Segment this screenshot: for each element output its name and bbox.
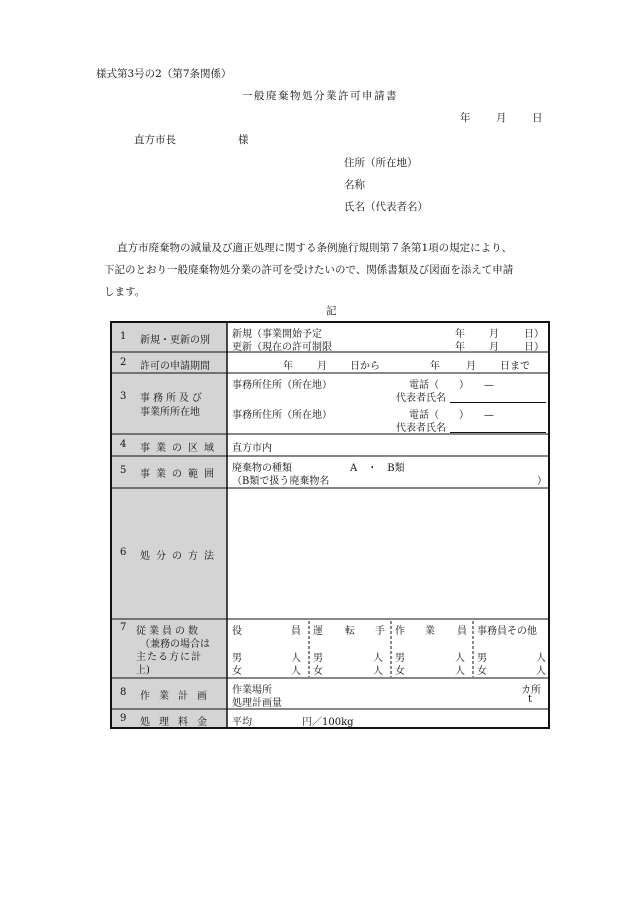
waste-type-label: 廃棄物の種類 xyxy=(232,463,292,474)
cat-driver-a: 運 xyxy=(313,626,323,637)
row9-number: 9 xyxy=(120,713,127,724)
worker-female-unit: 人 xyxy=(455,666,465,677)
cat-officer-a: 役 xyxy=(232,626,242,637)
cat-driver-c: 手 xyxy=(375,626,385,637)
fee-average-label: 平均 xyxy=(232,717,252,728)
row1-new-day: 日） xyxy=(524,329,544,340)
row3-label-2: 事業所所在地 xyxy=(140,407,200,418)
work-place-unit: カ所 xyxy=(521,685,541,696)
row1-label: 新規・更新の別 xyxy=(140,335,210,346)
worker-male-unit: 人 xyxy=(455,653,465,664)
row8-label: 作業計画 xyxy=(140,691,216,702)
representative-label: 氏名（代表者名） xyxy=(344,201,428,213)
row7-label-1: 従業員の数 xyxy=(136,626,201,637)
cat-driver-b: 転 xyxy=(345,626,355,637)
worker-female: 女 xyxy=(395,666,405,677)
rep-name-2-underline xyxy=(450,432,546,433)
date-year: 年 xyxy=(460,112,471,124)
row7-number: 7 xyxy=(120,622,127,633)
work-place-label: 作業場所 xyxy=(232,685,272,696)
clerical-male: 男 xyxy=(477,653,487,664)
cat-officer-b: 員 xyxy=(291,626,301,637)
address-label: 住所（所在地） xyxy=(344,157,418,169)
officer-male: 男 xyxy=(232,653,242,664)
row2-to-year: 年 xyxy=(430,361,440,372)
row2-from-year: 年 xyxy=(283,361,293,372)
b-class-waste-name: （B類で扱う廃棄物名 xyxy=(232,476,330,487)
row7-label-2: （兼務の場合は xyxy=(140,639,210,650)
body-line-2: 下記のとおり一般廃棄物処分業の許可を受けたいので、関係書類及び図面を添えて申請 xyxy=(104,264,514,276)
driver-female: 女 xyxy=(313,666,323,677)
cat-worker-a: 作 xyxy=(395,626,405,637)
label-column-shading xyxy=(111,322,227,728)
row4-label: 事業の区域 xyxy=(140,443,220,454)
row9-label: 処理料金 xyxy=(140,717,216,728)
body-line-1: 直方市廃棄物の減量及び適正処理に関する条例施行規則第７条第1項の規定により、 xyxy=(117,242,513,254)
document-title: 一般廃棄物処分業許可申請書 xyxy=(242,90,398,102)
tel-1: 電話（ ） — xyxy=(409,380,494,391)
row1-renew-line: 更新（現在の許可制限 xyxy=(232,342,332,353)
worker-male: 男 xyxy=(395,653,405,664)
clerical-female-unit: 人 xyxy=(536,666,546,677)
row7-label-4: 上) xyxy=(136,665,150,676)
driver-male: 男 xyxy=(313,653,323,664)
officer-male-unit: 人 xyxy=(291,653,301,664)
office-address-2: 事務所住所（所在地） xyxy=(232,410,332,421)
row2-from-month: 月 xyxy=(317,361,327,372)
row5-number: 5 xyxy=(120,465,127,476)
rep-name-2: 代表者氏名 xyxy=(396,423,446,434)
row1-renew-year: 年 xyxy=(455,342,465,353)
row6-number: 6 xyxy=(120,547,127,558)
cat-clerical: 事務員その他 xyxy=(477,626,537,637)
row1-new-year: 年 xyxy=(455,329,465,340)
date-month: 月 xyxy=(496,112,507,124)
honorific: 様 xyxy=(238,134,249,146)
officer-female-unit: 人 xyxy=(291,666,301,677)
rep-name-1-underline xyxy=(450,402,546,403)
row2-label: 許可の申請期間 xyxy=(140,361,210,372)
row3-number: 3 xyxy=(120,391,127,402)
processing-plan-unit: t xyxy=(528,694,533,705)
row4-number: 4 xyxy=(120,439,127,450)
cat-worker-b: 業 xyxy=(425,626,435,637)
row1-renew-month: 月 xyxy=(489,342,499,353)
row1-renew-day: 日） xyxy=(524,342,544,353)
date-day: 日 xyxy=(532,112,543,124)
row7-label-3: 主たる方に計 xyxy=(136,652,202,663)
row2-to-month: 月 xyxy=(466,361,476,372)
processing-plan-label: 処理計画量 xyxy=(232,698,282,709)
waste-type-ab: A ・ B類 xyxy=(350,463,405,474)
row2-to: 日まで xyxy=(500,361,530,372)
row1-number: 1 xyxy=(120,331,127,342)
clerical-female: 女 xyxy=(477,666,487,677)
row3-label-1: 事務所及び xyxy=(140,393,205,404)
fee-unit: 円／100kg xyxy=(302,717,354,728)
driver-female-unit: 人 xyxy=(373,666,383,677)
body-line-3: します。 xyxy=(104,286,146,298)
addressee: 直方市長 xyxy=(134,134,176,146)
disposal-method-field[interactable] xyxy=(229,490,547,617)
form-number: 様式第3号の2（第7条関係） xyxy=(96,68,232,80)
row2-from: 日から xyxy=(350,361,380,372)
b-class-close: ） xyxy=(537,476,547,487)
rep-name-1: 代表者氏名 xyxy=(396,393,446,404)
clerical-male-unit: 人 xyxy=(536,653,546,664)
row1-new-line: 新規（事業開始予定 xyxy=(232,329,322,340)
business-area: 直方市内 xyxy=(232,443,272,454)
row5-label: 事業の範囲 xyxy=(140,469,220,480)
office-address-1: 事務所住所（所在地） xyxy=(232,380,332,391)
row8-number: 8 xyxy=(120,687,127,698)
ki-mark: 記 xyxy=(326,305,337,317)
row6-label: 処分の方法 xyxy=(140,551,220,562)
tel-2: 電話（ ） — xyxy=(409,410,494,421)
officer-female: 女 xyxy=(232,666,242,677)
driver-male-unit: 人 xyxy=(373,653,383,664)
row2-number: 2 xyxy=(120,357,127,368)
cat-worker-c: 員 xyxy=(457,626,467,637)
row1-new-month: 月 xyxy=(489,329,499,340)
name-label: 名称 xyxy=(344,179,365,191)
